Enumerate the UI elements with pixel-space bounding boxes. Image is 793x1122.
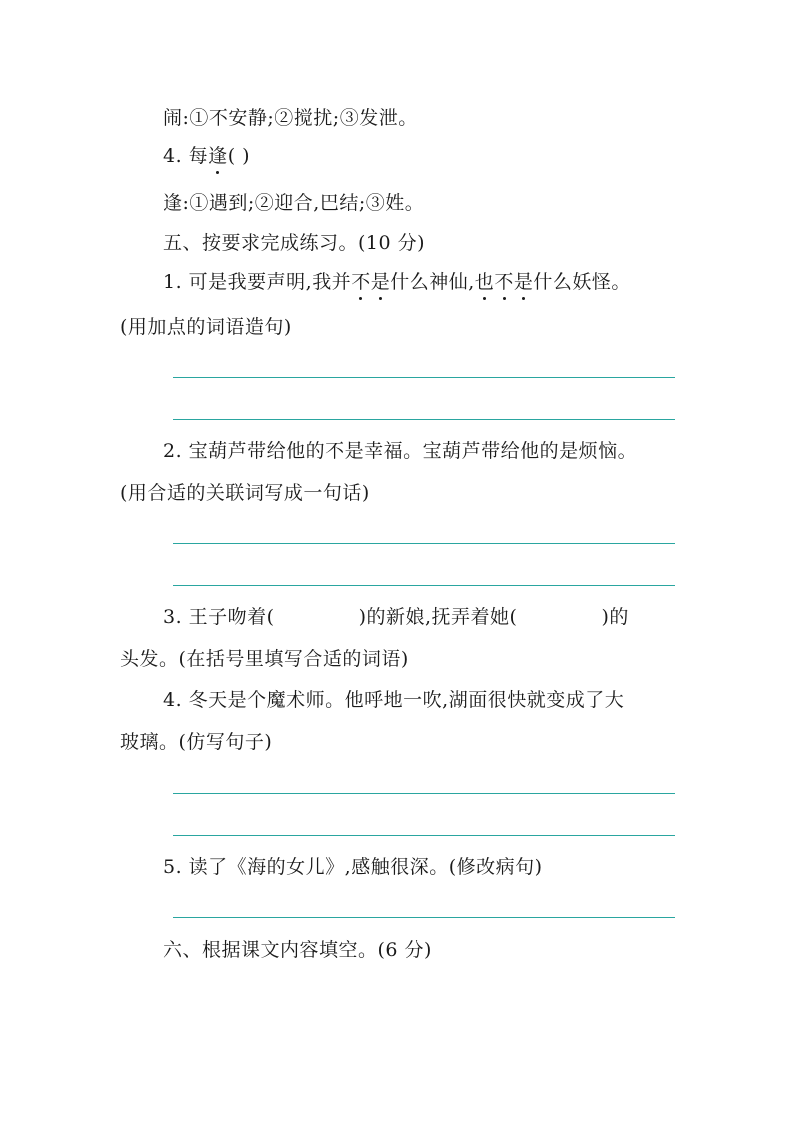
question-5-2-instruction: (用合适的关联词写成一句话) — [120, 482, 370, 504]
question-5-5-sentence: 5. 读了《海的女儿》,感触很深。(修改病句) — [163, 856, 543, 878]
question-4-meei-feng — [163, 144, 250, 168]
question-5-3-instruction: 头发。(在括号里填写合适的词语) — [120, 648, 409, 670]
emphasized-char: 是 — [370, 271, 391, 293]
sentence-part: )的新娘,抚弄着她( — [358, 606, 518, 628]
answer-line[interactable] — [173, 419, 675, 420]
answer-line[interactable] — [173, 835, 675, 836]
question-5-1-sentence — [163, 270, 631, 294]
emphasized-char: 不 — [494, 271, 514, 293]
feng-meanings: 逢:①遇到;②迎合,巴结;③姓。 — [163, 192, 425, 214]
sentence-part: 什么神仙, — [390, 271, 475, 293]
section-6-heading: 六、根据课文内容填空。(6 分) — [163, 939, 432, 961]
section-5-heading: 五、按要求完成练习。(10 分) — [163, 232, 426, 254]
nao-meanings: 闹:①不安静;②搅扰;③发泄。 — [163, 107, 418, 129]
question-5-2-sentence: 2. 宝葫芦带给他的不是幸福。宝葫芦带给他的是烦恼。 — [163, 440, 638, 462]
question-5-4-sentence: 4. 冬天是个魔术师。他呼地一吹,湖面很快就变成了大 — [163, 689, 625, 711]
answer-line[interactable] — [173, 543, 675, 544]
answer-line[interactable] — [173, 377, 675, 378]
question-5-1-instruction: (用加点的词语造句) — [120, 316, 292, 338]
emphasized-char: 不 — [351, 271, 371, 293]
sentence-part: 什么妖怪。 — [533, 271, 631, 293]
emphasized-char: 也 — [474, 271, 495, 293]
sentence-part: 3. 王子吻着( — [163, 606, 275, 628]
sentence-part: )的 — [601, 606, 629, 628]
answer-line[interactable] — [173, 917, 675, 918]
question-5-3-sentence — [163, 605, 629, 629]
sentence-part: 1. 可是我要声明,我并 — [163, 271, 352, 293]
answer-line[interactable] — [173, 793, 675, 794]
question-4-prefix: 4. 每 — [163, 145, 209, 167]
emphasized-char: 逢 — [208, 145, 228, 167]
answer-bracket[interactable]: ( ) — [227, 145, 251, 167]
answer-line[interactable] — [173, 585, 675, 586]
emphasized-char: 是 — [513, 271, 534, 293]
question-5-4-instruction: 玻璃。(仿写句子) — [120, 731, 273, 753]
